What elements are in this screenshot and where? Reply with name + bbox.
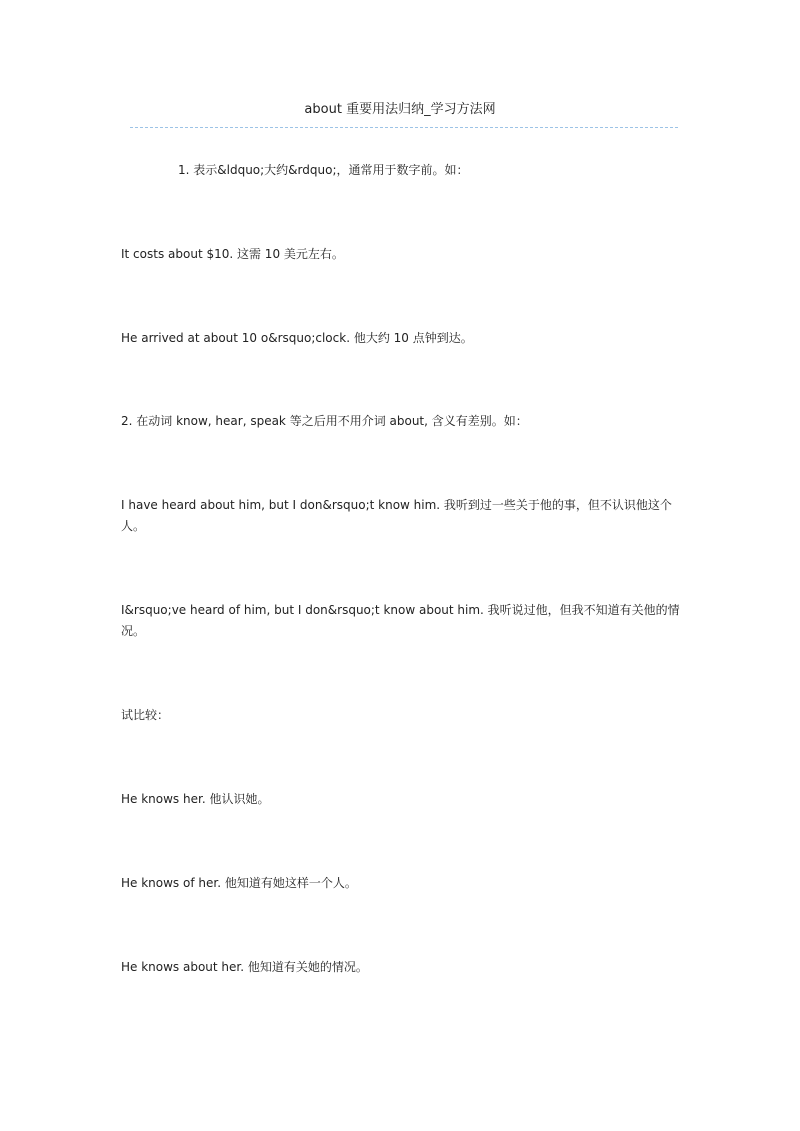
paragraph-7: 试比较： <box>121 708 170 722</box>
paragraph-9: He knows of her. 他知道有她这样一个人。 <box>121 876 357 890</box>
paragraph-5: I have heard about him, but I don&rsquo;t know him. 我听到过一些关于他的事，但不认识他这个人。 <box>121 498 672 533</box>
paragraph-10: He knows about her. 他知道有关她的情况。 <box>121 960 368 974</box>
paragraph-8: He knows her. 他认识她。 <box>121 792 270 806</box>
paragraph-4: 2. 在动词 know, hear, speak 等之后用不用介词 about, 含义有差别。如： <box>121 414 528 428</box>
paragraph-6: I&rsquo;ve heard of him, but I don&rsquo;t know about him. 我听说过他，但我不知道有关他的情况。 <box>121 603 680 638</box>
title-divider <box>130 127 678 128</box>
paragraph-3: He arrived at about 10 o&rsquo;clock. 他大约 10 点钟到达。 <box>121 331 473 345</box>
paragraph-2: It costs about $10. 这需 10 美元左右。 <box>121 247 344 261</box>
document-title: about 重要用法归纳_学习方法网 <box>304 102 496 117</box>
paragraph-1: 1. 表示&ldquo;大约&rdquo;，通常用于数字前。如： <box>178 163 469 177</box>
